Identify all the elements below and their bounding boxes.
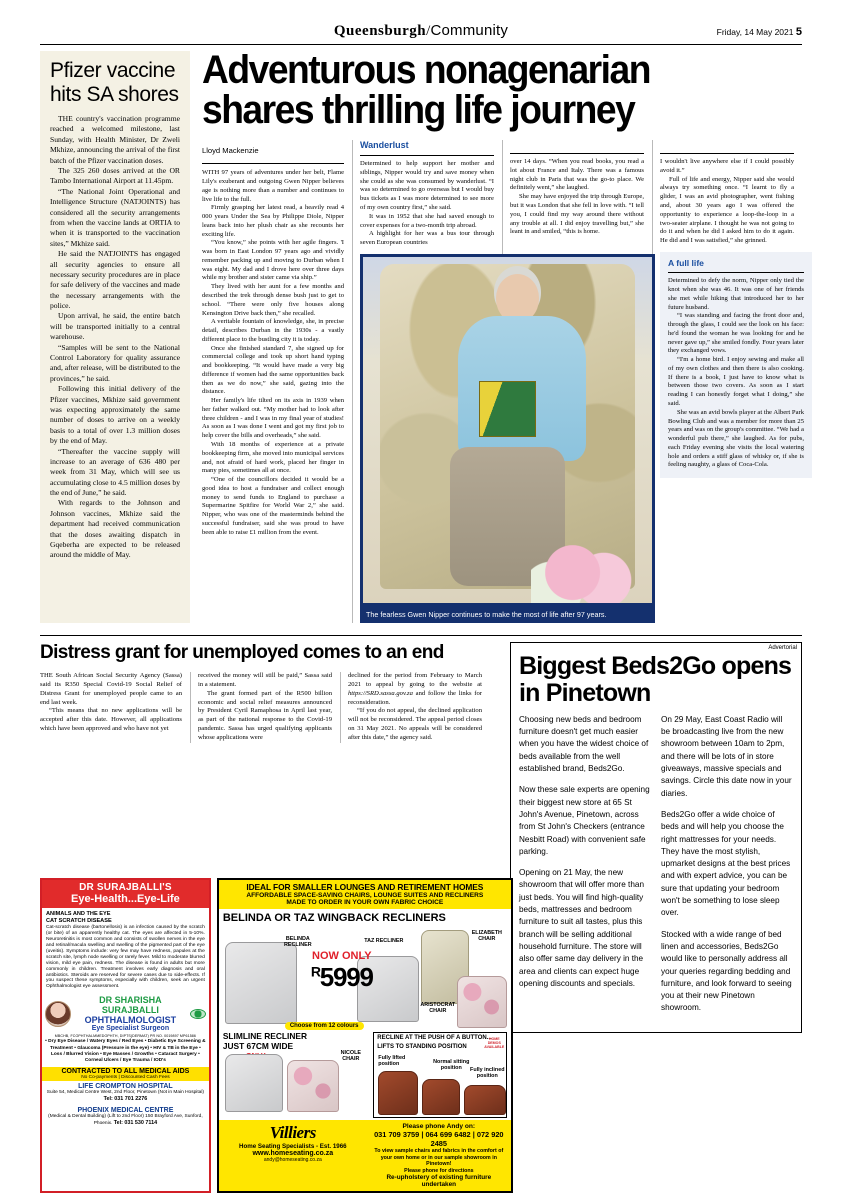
slimline-block: [223, 1032, 370, 1118]
furniture-banner-line-2: AFFORDABLE SPACE-SAVING CHAIRS, LOUNGE SUITES AND RECLINERS: [246, 892, 484, 899]
sidebar-pfizer-article: [40, 51, 190, 623]
paragraph: Choosing new beds and bedroom furniture doesn't get much easier when you have the widest choice of beds available from the well established brand, Beds2Go.: [519, 714, 649, 774]
villiers-contact-block: [367, 1120, 511, 1191]
paragraph: THE South African Social Security Agency (Sassa) said its R350 Special Covid-19 Social Relief of Distress Grant for unemployed people came to an end last week.: [40, 672, 182, 706]
furniture-footer: [219, 1120, 511, 1191]
eye-ad-body: [42, 908, 209, 993]
photo-caption: The fearless Gwen Nipper continues to make the most of life after 97 years.: [360, 606, 655, 624]
paragraph: Full of life and energy, Nipper said she would always try something once. “I learnt to fly a glider, I was an avid photographer, went fishing and, about 30 years ago I was offered the opportunity to experience a loop-the-loop in a two-seater airplane. I thought he was not going to do it and when he did I asked him to do it again. He did and I was satisfied,” she grinned.: [660, 175, 794, 245]
eye-ad-subtitle: Eye-Health...Eye-Life: [70, 893, 180, 905]
masthead-date-block: [717, 26, 802, 38]
masthead-title: [334, 22, 508, 40]
paragraph-pre: declined for the period from February to March 2021 to appeal by going to the website at: [348, 672, 482, 689]
furniture-product-stage: [223, 926, 507, 1030]
price-value: [311, 962, 373, 993]
sidebar-paragraph: “Samples will be sent to the National Control Laboratory for quality assurance and, after release, will be distributed to the provinces,” he said.: [50, 342, 180, 383]
doctor-names: [74, 995, 187, 1032]
furniture-banner: [219, 880, 511, 909]
paragraph: Now these sale experts are opening their biggest new store at 65 St John's Avenue, Pinetown, across from St John's Checkers (entrance Nesbitt Road) with convenient safe parking.: [519, 785, 650, 856]
paragraph: Opening on 21 May, the new showroom that will offer more than just beds. You will find high-quality beds, mattresses and bedroom furniture to suit all tastes, plus this branch will be selling additional household furniture. The store will also offer same day delivery in the area and clients can expect huge opening discounts and specials.: [519, 868, 644, 988]
furniture-section-title: BELINDA OR TAZ WINGBACK RECLINERS: [222, 912, 446, 924]
sidebar-body: [50, 114, 180, 561]
position-label-inclined: Fully inclined position: [470, 1067, 505, 1080]
eye-ad-services: • Dry Eye Disease / Watery Eyes / Red Eyes • Diabetic Eye Screening & Treatment • Glaucoma (Pressure in the eye) • HIV & TB in the Eye • Loss / Blurred Vision • Eye Masses / Growths • Cataract Surgery • Corneal Ulcers / Eye Trauma / IOD's: [45, 1039, 206, 1064]
doctor-role-secondary: Eye Specialist Surgeon: [91, 1025, 170, 1033]
masthead-rule: [40, 44, 802, 45]
masthead-separator: /: [426, 23, 431, 39]
paragraph: It was in 1952 that she had saved enough to cover expenses for a two-month trip abroad.: [360, 212, 494, 229]
distress-headline: Distress grant for unemployed comes to an end: [40, 642, 444, 664]
aristocrat-chair-image: [457, 976, 507, 1028]
position-label-lifted: Fully lifted position: [378, 1055, 406, 1068]
hospital-address-text: (Medical & Dental Building) (Lift to 2nd Floor) 150 Brayford Ave, Sunford, Phoenix.: [48, 1114, 203, 1127]
byline: Lloyd Mackenzie: [202, 146, 259, 156]
lift-chair-block: [373, 1032, 507, 1118]
issue-date: Friday, 14 May 2021: [716, 27, 794, 37]
doctor-photo: [45, 1001, 71, 1027]
main-article-columns: [202, 140, 802, 623]
main-headline: Adventurous nonagenarian shares thrilling life journey: [202, 48, 650, 132]
eye-ad-title: DR SURAJBALLI'S: [79, 882, 172, 893]
paragraph: With 18 months of experience at a private bookkeeping firm, she moved into municipal services and, not afraid of hard work, placed her finger in many pies, sometimes all at once.: [202, 441, 344, 475]
elizabeth-chair-label: ELIZABETH CHAIR: [471, 930, 502, 943]
sidebar-paragraph: Upon arrival, he said, the entire batch will be transported initially to a central warehouse.: [50, 311, 180, 342]
eye-ad-header: [42, 880, 209, 908]
sidebar-paragraph: “The National Joint Operational and Intelligence Structure (NATJOINTS) has considered all the security arrangements from when the vaccine lands at ORTIA to when it is transported to the vaccination sites,” Mkhize said.: [50, 186, 180, 248]
slimline-title-1: SLIMLINE RECLINER: [222, 1031, 308, 1041]
hospital-name: LIFE CROMPTON HOSPITAL: [78, 1082, 173, 1090]
sidebar-headline: Pfizer vaccine hits SA shores: [50, 59, 179, 106]
eye-ad-heading-1: ANIMALS AND THE EYE: [46, 911, 111, 917]
price-callout: [311, 950, 373, 993]
paragraph: On 29 May, East Coast Radio will be broadcasting live from the new showroom between 10am to 2pm, and there will be lots of in store giveaways, massive specials and savings. Circle this date now in your diaries.: [661, 714, 792, 798]
nicole-chair-label: NICOLE CHAIR: [340, 1050, 361, 1063]
price-number: 5999: [319, 962, 373, 992]
full-life-subhead: A full life: [668, 257, 704, 268]
phone-lead: Please phone Andy on:: [402, 1123, 476, 1130]
lift-chair-image-3: [464, 1085, 506, 1115]
doctor-name: DR SHARISHA SURAJBALLI: [99, 995, 162, 1016]
belinda-recliner-label: BELINDA RECLINER: [284, 936, 312, 949]
slimline-recliner-image: [225, 1054, 283, 1112]
paragraph: Stocked with a wide range of bed linen and accessories, Beds2Go would like to personally address all your queries regarding bedding and furniture, and look forward to seeing you at their new Pinetown showroom.: [661, 929, 792, 1013]
home-demos-badge: HOME DEMOS AVAILABLE: [484, 1037, 505, 1050]
lift-chair-image-1: [378, 1071, 418, 1115]
hospital-address: [44, 1114, 207, 1127]
doctor-qualifications: MBCHB, FCOPHTHALMMEDOPHTH, DIPTS(DERMAT) PR NO. 0019897 MP61586: [54, 1034, 197, 1039]
eye-icon: [190, 1009, 206, 1019]
book-graphic: [479, 381, 537, 436]
full-life-body: [668, 277, 804, 470]
eye-health-ad[interactable]: [40, 878, 211, 1193]
hospital-info-2: [42, 1105, 209, 1129]
column-rule: [660, 153, 794, 154]
nicole-chair-image: [287, 1060, 339, 1112]
belinda-recliner-image: [225, 942, 297, 1024]
paragraph: Determined to defy the norm, Nipper only tied the knot when she was 46. It was one of her friends she met while hiking that introduced her to her future husband.: [668, 277, 804, 311]
flowers-graphic: [531, 527, 635, 603]
masthead: [40, 0, 802, 44]
taz-recliner-label: TAZ RECLINER: [364, 938, 404, 944]
main-article: [190, 48, 804, 623]
paragraph: I wouldn't live anywhere else if I could possibly avoid it.”: [660, 158, 794, 174]
sidebar-paragraph: The 325 260 doses arrived at the OR Tambo International Airport at 11.45pm.: [50, 165, 180, 186]
colour-choice-badge: Choose from 12 colours: [285, 1022, 364, 1030]
paragraph: Firmly grasping her latest read, a heavily read 4 000 years Under the Sea by Philippe Diole, Nipper leans back into her plush chair as she recounts her exciting life.: [202, 204, 344, 238]
paragraph: Determined to help support her mother and siblings, Nipper would try and save money when she could as she was consumed by wanderlust. “I was so determined to go overseas but I would buy bus tickets as I was more determined to see more of my own country first,” she said.: [360, 160, 494, 211]
lift-chair-image-2: [422, 1079, 460, 1115]
column-rule: [360, 155, 494, 156]
hospital-phone[interactable]: Tel: 031 701 2276: [103, 1096, 148, 1102]
medical-aid-band: [42, 1067, 209, 1081]
footer-note-2: Please phone for directions: [404, 1167, 474, 1174]
villiers-furniture-ad[interactable]: [217, 878, 513, 1193]
furniture-main: [219, 909, 511, 1030]
furniture-lower: [219, 1030, 511, 1118]
now-only-label: NOW ONLY: [312, 950, 372, 962]
footer-note-3: Re-upholstery of existing furniture undertaken: [386, 1174, 492, 1189]
paragraph: received the money will still be paid,” Sassa said in a statement.: [198, 672, 332, 689]
phone-numbers[interactable]: 031 709 3759 | 064 699 6482 | 072 920 2485: [374, 1130, 504, 1148]
distress-column-3: [340, 672, 490, 742]
slimline-title-2: JUST 67CM WIDE: [222, 1040, 294, 1051]
publication-name: Queensburgh: [333, 23, 427, 39]
doctor-role: OPHTHALMOLOGIST: [84, 1015, 177, 1026]
paragraph: WITH 97 years of adventures under her belt, Flame Lily's exuberant and outgoing Gwen Nipper believes age is nothing more than a number and continues to live life to the full.: [202, 169, 344, 203]
paragraph-post: and follow the links for reconsideration.: [348, 689, 482, 706]
sidebar-paragraph: Following this initial delivery of the Pfizer vaccines, Mkhize said government was expecting approximately the same number of doses to arrive on a weekly basis to a total of over 1.3 million doses by the end of May.: [50, 384, 180, 446]
advertorial-tag: Advertorial: [768, 645, 797, 652]
bottom-ads-row: [40, 878, 802, 1193]
paragraph: “This means that no new applications will be accepted after this date. However, all applications which have been approved and who have not yet: [40, 707, 182, 732]
beds2go-headline: Biggest Beds2Go opens in Pinetown: [519, 652, 792, 707]
aristocrat-chair-label: ARISTOCRAT CHAIR: [420, 1002, 456, 1015]
hospital-address-text: Suite 54, Medical Centre West, 2nd Floor, Pinetown (Not in Main Hospital): [46, 1089, 205, 1095]
medical-aid-line-1: CONTRACTED TO ALL MEDICAL AIDS: [61, 1067, 190, 1075]
villiers-website[interactable]: www.homeseating.co.za: [252, 1150, 334, 1157]
villiers-brand-block: [219, 1120, 367, 1191]
sidebar-paragraph: With regards to the Johnson and Johnson vaccines, Mkhize said the department had received communication that the doses awaiting dispatch in Gqeberha are expected to be released around the middle of May.: [50, 498, 180, 560]
villiers-logo: Villiers: [269, 1123, 316, 1142]
section-name: Community: [430, 22, 509, 39]
villiers-email[interactable]: andy@homeseating.co.za: [263, 1157, 322, 1163]
paragraph: Beds2Go offer a wide choice of beds and will help you choose the right mattresses for your needs. They have the most stylish, upmarket designs at the best prices and with expert advice, you can be sure that updating your bedroom won't be something to lose sleep over.: [661, 809, 791, 918]
distress-column-1: [40, 672, 190, 742]
column-rule: [202, 163, 344, 164]
hospital-info-1: [42, 1081, 209, 1105]
subhead-wanderlust: Wanderlust: [360, 140, 409, 151]
sidebar-paragraph: “Thereafter the vaccine supply will increase to an average of 636 480 per week from 31 May, which will see us accumulating close to 4.5 million doses by the end of June,” he said.: [50, 446, 180, 498]
paragraph: “If you do not appeal, the declined application will not be reconsidered. The appeal period closes on 31 May 2021. No appeals will be considered after this date,” the agency said.: [348, 707, 482, 741]
paragraph: Her family's life tilted on its axis in 1939 when her father walked out. “My mother had to look after three children - and I was in my final year of studies! As soon as I was done I went and got my first job to help cover the bills and overheads,” she said.: [202, 397, 344, 440]
paragraph: “I was standing and facing the front door and, through the glass, I could see the look on his face: he'd found the woman he was looking for and he never gave up,” she smiled fondly. Four years later they exchanged vows.: [668, 312, 804, 355]
villiers-tagline: Home Seating Specialists - Est. 1966: [238, 1143, 347, 1150]
article-column-1: [202, 140, 352, 623]
paragraph: A veritable fountain of knowledge, she, in precise detail, describes Durban in the 1930s - a vastly different place to the bustling city it is today.: [202, 318, 344, 343]
eye-ad-text: Cat-scratch disease (bartonellosis) is an infection caused by the scratch (or bite) of an apparently healthy cat. The eyes are affected in 5-10%. Neuroretinitis is most common and consists of swollen nerves in the eye and retinal/macula swelling and swelling of the pigmented part of the eye (uveitis). Symptoms include: very few may have redness, papules at the scratch site, lymph node swelling or rarely fever. Mild to moderate blurred vision, mild eye pain, redness. The disease is found in adults but more commonly in children. Treatment involves early diagnosis and oral antibiotics. Steroids are reserved for severe cases due to side-effects. If you suspect these symptoms, especially with children, seek an urgent Ophthalmologist eye assessment.: [46, 924, 205, 990]
position-label-sitting: Normal sitting position: [433, 1059, 470, 1072]
hospital-name: PHOENIX MEDICAL CENTRE: [77, 1107, 174, 1115]
distress-column-2: [190, 672, 340, 742]
paragraph: She may have enjoyed the trip through Europe, but it was London that she fell in love with. “I tell you, I could find my way around there without any trouble at all. I did enjoy travelling but,” she leant in and smiled, “this is home.: [510, 193, 644, 236]
article-column-4: [652, 140, 802, 623]
sidebar-paragraph: THE country's vaccination programme reached a welcomed milestone, last Sunday, with Health Minister, Dr Zweli Mkhize, announcing the arrival of the first batch of the Pfizer vaccination doses.: [50, 114, 180, 165]
paragraph: over 14 days. “When you read books, you read a lot about France and Italy. There was a famous night club in Paris that was the go-to place. We definitely went,” she laughed.: [510, 158, 644, 192]
recline-headline-2: LIFTS TO STANDING POSITION: [377, 1044, 467, 1051]
paragraph: Once she finished standard 7, she signed up for commercial college and took up short hand typing and bookkeeping. “It would have made a very big difference if women had the same opportunities back then as we do now,” she said, gazing into the distance.: [202, 344, 344, 396]
page-number: 5: [795, 26, 802, 38]
column-rule: [510, 153, 644, 154]
article-photo: [360, 254, 655, 606]
recline-headline-1: RECLINE AT THE PUSH OF A BUTTON...: [377, 1035, 492, 1041]
medical-aid-line-2: No Co-payments | Discounted Cash Fees: [81, 1074, 170, 1080]
paragraph: The grant formed part of the R500 billion economic and social relief measures announced by President Cyril Ramaphosa in April last year, as part of the national response to the Covid-19 pandemic. Sassa has urged qualifying applicants whose applications were: [198, 689, 332, 741]
full-life-box: [660, 252, 812, 478]
paragraph: “I'm a home bird. I enjoy sewing and make all of my own clothes and then there is also cooking. If there is a book, I just have to know what is between those two covers. As soon as I start reading I can honestly forget what I doing,” she said.: [668, 356, 804, 407]
hospital-phone[interactable]: Tel: 031 530 7114: [113, 1120, 158, 1127]
distress-columns: [40, 672, 500, 742]
paragraph: [348, 672, 482, 707]
eye-ad-heading-2: CAT SCRATCH DISEASE: [46, 917, 112, 924]
furniture-banner-line-1: IDEAL FOR SMALLER LOUNGES AND RETIREMENT HOMES: [246, 882, 484, 892]
eye-ad-doctor-row: [42, 993, 209, 1034]
sassa-website-link[interactable]: https://SRD.sassa.gov.za: [348, 689, 413, 697]
paragraph: A highlight for her was a bus tour through seven European countries: [360, 230, 494, 247]
photo-wrap: [360, 254, 655, 624]
top-section: [40, 48, 804, 623]
paragraph: “You know,” she points with her agile fingers. 'I was born in East London 97 years ago and vividly remember packing up and moving to Durban when I was eight. My dad and I drove here over three days while my brother and sister came via ship.”: [202, 239, 344, 282]
footer-note-1: To view sample chairs and fabrics in the comfort of your own home or in our sample showroom in Pinetown!: [374, 1148, 504, 1168]
currency-symbol: R: [310, 963, 320, 980]
paragraph: “One of the councillors decided it would be a good idea to host a fundraiser and collect enough money to send funds to England to purchase a Supermarine Spitfire for World War 2,” she said. Nipper, who was one of the masterminds behind the successful fundraiser, said she was proud to have been able to raise £1 million from the event.: [202, 476, 344, 536]
paragraph: She was an avid bowls player at the Albert Park Bowling Club and was a member for more than 25 years and was on the group's committee. “We had a wonderful pub there,” she laughed. As for pubs, each Friday evening she visits the local watering hole and orders a stiff glass of whisky or, if she is feeling naughty, a glass of Coca-Cola.: [668, 408, 804, 469]
beds2go-bottom-spacer: [519, 878, 802, 1193]
paragraph: They lived with her aunt for a few months and described the trek through dense bush just to get to school. “There were only five houses along Kensington Drive back then,” she recalled.: [202, 283, 344, 317]
furniture-banner-line-3: MADE TO ORDER IN YOUR OWN FABRIC CHOICE: [286, 899, 444, 906]
sidebar-paragraph: He said the NATJOINTS has engaged all security agencies to ensure all necessary security procedures are in place for safe delivery of the vaccines and made the necessary arrangements with the police.: [50, 249, 180, 311]
hospital-address: [44, 1090, 207, 1103]
column-rule: [668, 272, 804, 273]
